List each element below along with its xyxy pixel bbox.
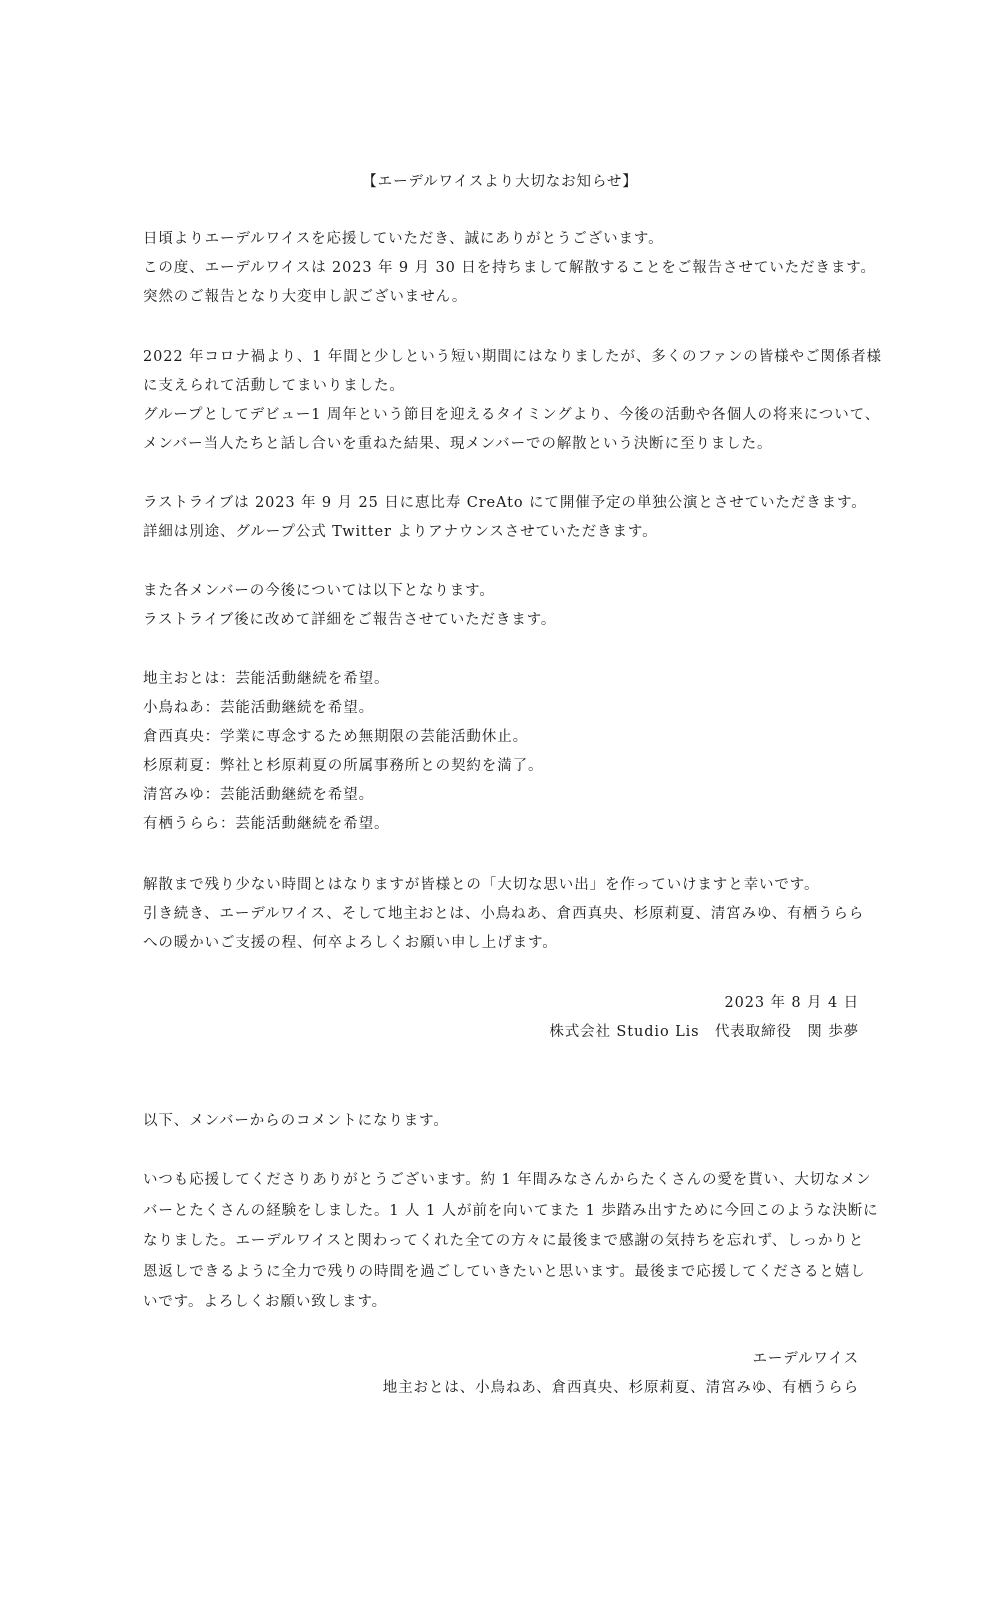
member-status-item: 有栖うらら：芸能活動継続を希望。 bbox=[143, 816, 390, 832]
background-line: メンバー当人たちと話し合いを重ねた結果、現メンバーでの解散という決断に至りました。 bbox=[143, 436, 773, 452]
last-live-line: ラストライブは 2023 年 9 月 25 日に恵比寿 CreAto にて開催予定の単独公演とさせていただきます。 bbox=[143, 495, 867, 511]
member-status-item: 地主おとは：芸能活動継続を希望。 bbox=[143, 671, 390, 687]
member-status-item: 小鳥ねあ：芸能活動継続を希望。 bbox=[143, 700, 374, 716]
comment-intro-line: 以下、メンバーからのコメントになります。 bbox=[143, 1113, 449, 1129]
member-status-item: 清宮みゆ：芸能活動継続を希望。 bbox=[143, 787, 374, 803]
group-signature bbox=[383, 1345, 859, 1403]
document-title: 【エーデルワイスより大切なお知らせ】 bbox=[362, 174, 638, 190]
group-members: 地主おとは、小鳥ねあ、倉西真央、杉原莉夏、清宮みゆ、有栖うらら bbox=[382, 1380, 859, 1396]
background-line: に支えられて活動してまいりました。 bbox=[143, 378, 405, 394]
last-live-paragraph bbox=[143, 489, 867, 547]
future-intro-line: また各メンバーの今後については以下となります。 bbox=[143, 583, 495, 599]
group-name: エーデルワイス bbox=[752, 1351, 859, 1367]
background-line: グループとしてデビュー1 周年という節目を迎えるタイミングより、今後の活動や各個人の将来について、 bbox=[143, 407, 881, 423]
comment-line: なりました。エーデルワイスと関わってくれた全ての方々に最後まで感謝の気持ちを忘れず、しっかりと bbox=[143, 1233, 865, 1249]
comment-line: いつも応援してくださりありがとうございます。約 1 年間みなさんからたくさんの愛を貰い、大切なメン bbox=[143, 1172, 872, 1188]
comment-line: いです。よろしくお願い致します。 bbox=[143, 1294, 388, 1310]
member-status-item: 倉西真央：学業に専念するため無期限の芸能活動休止。 bbox=[143, 729, 528, 745]
intro-line: 日頃よりエーデルワイスを応援していただき、誠にありがとうございます。 bbox=[143, 231, 664, 247]
signature-company: 株式会社 Studio Lis 代表取締役 関 歩夢 bbox=[549, 1024, 859, 1040]
comment-line: 恩返しできるように全力で残りの時間を過ごしていきたいと思います。最後まで応援してくださると嬉し bbox=[143, 1263, 866, 1280]
company-signature bbox=[549, 989, 859, 1047]
closing-line: 引き続き、エーデルワイス、そして地主おとは、小鳥ねあ、倉西真央、杉原莉夏、清宮みゆ、有栖うらら bbox=[143, 906, 865, 922]
signature-date: 2023 年 8 月 4 日 bbox=[724, 995, 859, 1011]
background-line: 2022 年コロナ禍より、1 年間と少しという短い期間にはなりましたが、多くのファンの皆様やご関係者様 bbox=[143, 349, 882, 365]
comment-intro bbox=[143, 1107, 863, 1136]
member-comment-paragraph bbox=[143, 1165, 879, 1318]
future-intro-paragraph bbox=[143, 577, 863, 635]
comment-line: バーとたくさんの経験をしました。1 人 1 人が前を向いてまた 1 歩踏み出すために今回このような決断に bbox=[143, 1202, 879, 1219]
last-live-line: 詳細は別途、グループ公式 Twitter よりアナウンスさせていただきます。 bbox=[143, 524, 658, 540]
intro-paragraph bbox=[143, 225, 876, 312]
closing-line: 解散まで残り少ない時間とはなりますが皆様との「大切な思い出」を作っていけますと幸いです。 bbox=[143, 877, 820, 893]
intro-line: この度、エーデルワイスは 2023 年 9 月 30 日を持ちまして解散することをご報告させていただきます。 bbox=[143, 260, 876, 276]
member-status-item: 杉原莉夏：弊社と杉原莉夏の所属事務所との契約を満了。 bbox=[143, 758, 544, 774]
future-intro-line: ラストライブ後に改めて詳細をご報告させていただきます。 bbox=[143, 612, 557, 628]
intro-line: 突然のご報告となり大変申し訳ございません。 bbox=[143, 289, 468, 305]
closing-line: への暖かいご支援の程、何卒よろしくお願い申し上げます。 bbox=[143, 935, 558, 951]
background-paragraph bbox=[143, 343, 882, 459]
member-status-list bbox=[143, 665, 863, 839]
closing-paragraph bbox=[143, 871, 863, 958]
